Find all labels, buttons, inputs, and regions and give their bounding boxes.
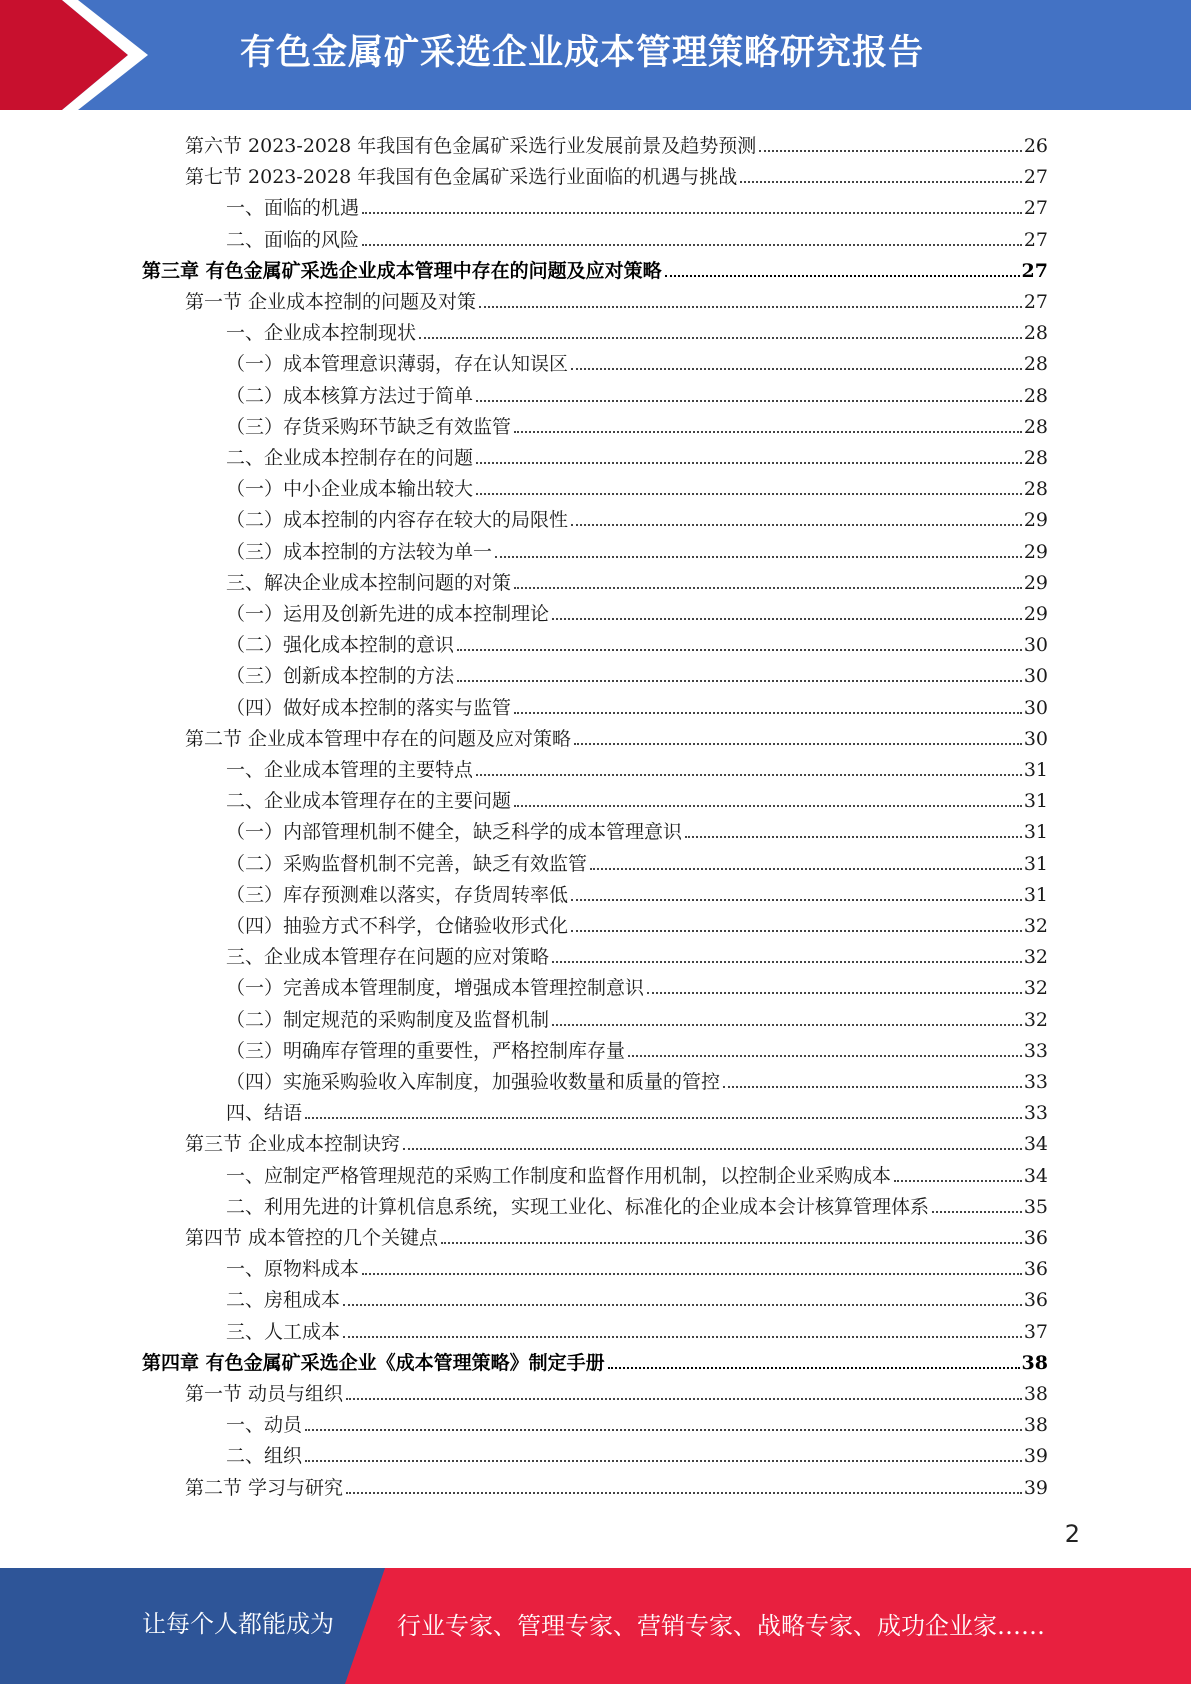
- toc-entry-page: 30: [1023, 727, 1048, 750]
- toc-entry-page: 31: [1023, 852, 1048, 875]
- toc-dot-leader: [571, 930, 1022, 932]
- toc-entry-label: （三）创新成本控制的方法: [226, 665, 455, 688]
- toc-dot-leader: [932, 1211, 1022, 1213]
- toc-subsection-entry: [226, 189, 1048, 220]
- toc-subsection-entry: [226, 1437, 1048, 1468]
- toc-subsection-entry: [226, 314, 1048, 345]
- toc-entry-page: 35: [1023, 1195, 1048, 1218]
- toc-entry-page: 37: [1023, 1320, 1048, 1343]
- toc-dot-leader: [723, 1086, 1022, 1088]
- toc-dot-leader: [362, 212, 1022, 214]
- toc-subsection-entry: [226, 782, 1048, 813]
- toc-entry-label: 二、企业成本管理存在的主要问题: [226, 790, 512, 813]
- toc-dot-leader: [514, 587, 1022, 589]
- toc-dot-leader: [346, 1398, 1022, 1400]
- toc-dot-leader: [457, 649, 1022, 651]
- toc-entry-page: 38: [1021, 1351, 1048, 1374]
- toc-entry-page: 28: [1023, 447, 1048, 469]
- toc-entry-label: 二、企业成本控制存在的问题: [226, 447, 474, 469]
- toc-entry-label: 二、面临的风险: [226, 228, 360, 251]
- toc-entry-label: （四）做好成本控制的落实与监管: [226, 696, 512, 719]
- toc-entry-label: （三）库存预测难以落实，存货周转率低: [226, 883, 569, 906]
- toc-entry-label: 第二节 学习与研究: [185, 1476, 344, 1499]
- toc-dot-leader: [665, 275, 1020, 277]
- toc-entry-page: 28: [1023, 384, 1048, 407]
- toc-entry-label: 二、利用先进的计算机信息系统，实现工业化、标准化的企业成本会计核算管理体系: [226, 1195, 930, 1218]
- toc-entry-label: 一、应制定严格管理规范的采购工作制度和监督作用机制，以控制企业采购成本: [226, 1164, 892, 1187]
- toc-dot-leader: [552, 618, 1022, 620]
- toc-section-entry: [185, 1219, 1048, 1250]
- toc-subsection-entry: [226, 533, 1048, 564]
- toc-entry-label: （四）抽验方式不科学，仓储验收形式化: [226, 915, 569, 937]
- toc-entry-label: 第七节 2023-2028 年我国有色金属矿采选行业面临的机遇与挑战: [185, 166, 738, 189]
- report-title: 有色金属矿采选企业成本管理策略研究报告: [240, 33, 925, 73]
- toc-dot-leader: [305, 1117, 1022, 1119]
- toc-dot-leader: [590, 868, 1022, 870]
- toc-subsection-entry: [226, 408, 1048, 439]
- toc-section-entry: [185, 1375, 1048, 1406]
- toc-dot-leader: [571, 524, 1022, 526]
- toc-entry-page: 29: [1023, 571, 1048, 594]
- toc-dot-leader: [476, 774, 1022, 776]
- toc-entry-page: 30: [1023, 665, 1048, 688]
- toc-entry-label: 第一节 企业成本控制的问题及对策: [185, 291, 477, 313]
- toc-entry-page: 27: [1023, 291, 1048, 313]
- toc-entry-page: 31: [1023, 759, 1048, 781]
- toc-entry-label: 第三章 有色金属矿采选企业成本管理中存在的问题及应对策略: [142, 259, 662, 282]
- toc-subsection-entry: [226, 470, 1048, 501]
- toc-entry-page: 33: [1023, 1039, 1048, 1062]
- footer-slogan-right: 行业专家、管理专家、营销专家、战略专家、成功企业家……: [397, 1612, 1045, 1640]
- toc-entry-page: 38: [1023, 1414, 1048, 1437]
- toc-entry-label: 第四章 有色金属矿采选企业《成本管理策略》制定手册: [142, 1351, 605, 1374]
- toc-dot-leader: [457, 680, 1022, 682]
- toc-subsection-entry: [226, 595, 1048, 626]
- toc-entry-label: （二）强化成本控制的意识: [226, 634, 455, 657]
- toc-subsection-entry: [226, 345, 1048, 376]
- toc-entry-label: （一）内部管理机制不健全，缺乏科学的成本管理意识: [226, 821, 683, 844]
- toc-dot-leader: [403, 1148, 1022, 1150]
- toc-dot-leader: [574, 743, 1022, 745]
- toc-entry-page: 34: [1023, 1164, 1048, 1187]
- toc-subsection-entry: [226, 1188, 1048, 1219]
- toc-subsection-entry: [226, 564, 1048, 595]
- toc-subsection-entry: [226, 1094, 1048, 1125]
- toc-subsection-entry: [226, 689, 1048, 720]
- toc-entry-page: 38: [1023, 1383, 1048, 1405]
- toc-entry-label: （二）成本核算方法过于简单: [226, 384, 474, 407]
- toc-entry-page: 33: [1023, 1102, 1048, 1125]
- toc-subsection-entry: [226, 969, 1048, 1000]
- toc-entry-label: （三）明确库存管理的重要性，严格控制库存量: [226, 1039, 626, 1062]
- toc-entry-page: 34: [1023, 1133, 1048, 1156]
- toc-dot-leader: [419, 337, 1022, 339]
- toc-section-entry: [185, 283, 1048, 314]
- toc-dot-leader: [476, 493, 1022, 495]
- toc-entry-page: 28: [1023, 353, 1048, 376]
- toc-entry-page: 27: [1023, 228, 1048, 251]
- toc-entry-page: 33: [1023, 1071, 1048, 1093]
- toc-entry-page: 27: [1023, 166, 1048, 189]
- toc-entry-page: 32: [1023, 1008, 1048, 1031]
- toc-dot-leader: [476, 462, 1022, 464]
- toc-subsection-entry: [226, 938, 1048, 969]
- toc-entry-page: 27: [1021, 259, 1048, 282]
- toc-subsection-entry: [226, 657, 1048, 688]
- toc-section-entry: [185, 158, 1048, 189]
- toc-dot-leader: [343, 1304, 1022, 1306]
- toc-subsection-entry: [226, 1281, 1048, 1312]
- toc-subsection-entry: [226, 1063, 1048, 1094]
- toc-entry-page: 27: [1023, 197, 1048, 220]
- toc-entry-label: 一、企业成本管理的主要特点: [226, 759, 474, 781]
- toc-entry-page: 28: [1023, 322, 1048, 345]
- toc-subsection-entry: [226, 845, 1048, 876]
- toc-dot-leader: [685, 836, 1022, 838]
- toc-entry-page: 39: [1023, 1445, 1048, 1468]
- toc-entry-label: 四、结语: [226, 1102, 303, 1125]
- toc-entry-label: 一、原物料成本: [226, 1258, 360, 1281]
- toc-dot-leader: [647, 992, 1022, 994]
- toc-dot-leader: [362, 1273, 1022, 1275]
- toc-entry-label: 第一节 动员与组织: [185, 1383, 344, 1405]
- toc-entry-page: 29: [1023, 603, 1048, 625]
- toc-dot-leader: [628, 1055, 1022, 1057]
- toc-entry-label: 二、房租成本: [226, 1289, 341, 1312]
- toc-entry-page: 32: [1023, 915, 1048, 937]
- toc-subsection-entry: [226, 1157, 1048, 1188]
- toc-entry-label: 一、动员: [226, 1414, 303, 1437]
- toc-entry-label: 一、企业成本控制现状: [226, 322, 417, 345]
- toc-entry-page: 30: [1023, 696, 1048, 719]
- toc-entry-page: 39: [1023, 1476, 1048, 1499]
- toc-subsection-entry: [226, 1406, 1048, 1437]
- toc-subsection-entry: [226, 751, 1048, 782]
- toc-dot-leader: [514, 805, 1022, 807]
- page-footer: [0, 1568, 1191, 1684]
- toc-entry-label: 三、解决企业成本控制问题的对策: [226, 571, 512, 594]
- toc-entry-label: （一）完善成本管理制度，增强成本管理控制意识: [226, 977, 645, 1000]
- toc-dot-leader: [514, 431, 1022, 433]
- toc-entry-page: 36: [1023, 1258, 1048, 1281]
- toc-subsection-entry: [226, 1032, 1048, 1063]
- toc-entry-page: 29: [1023, 509, 1048, 532]
- page-header: [0, 0, 1191, 110]
- toc-dot-leader: [476, 400, 1022, 402]
- toc-entry-label: （一）成本管理意识薄弱，存在认知误区: [226, 353, 569, 376]
- toc-entry-page: 32: [1023, 946, 1048, 969]
- toc-subsection-entry: [226, 377, 1048, 408]
- toc-chapter-entry: [142, 1344, 1048, 1375]
- toc-entry-label: （三）存货采购环节缺乏有效监管: [226, 415, 512, 438]
- toc-dot-leader: [441, 1242, 1022, 1244]
- toc-dot-leader: [608, 1367, 1020, 1369]
- toc-subsection-entry: [226, 221, 1048, 252]
- toc-dot-leader: [514, 712, 1022, 714]
- toc-subsection-entry: [226, 1001, 1048, 1032]
- toc-dot-leader: [740, 181, 1022, 183]
- toc-entry-label: （二）制定规范的采购制度及监督机制: [226, 1008, 550, 1031]
- toc-entry-label: 二、组织: [226, 1445, 303, 1468]
- toc-section-entry: [185, 127, 1048, 158]
- toc-entry-label: 三、人工成本: [226, 1320, 341, 1343]
- toc-dot-leader: [305, 1429, 1022, 1431]
- toc-dot-leader: [552, 961, 1022, 963]
- toc-section-entry: [185, 1469, 1048, 1500]
- toc-subsection-entry: [226, 501, 1048, 532]
- toc-dot-leader: [362, 244, 1022, 246]
- toc-entry-label: 第二节 企业成本管理中存在的问题及应对策略: [185, 727, 572, 750]
- toc-subsection-entry: [226, 626, 1048, 657]
- toc-entry-page: 30: [1023, 634, 1048, 657]
- toc-dot-leader: [571, 368, 1022, 370]
- toc-dot-leader: [346, 1492, 1022, 1494]
- toc-dot-leader: [479, 306, 1022, 308]
- toc-entry-label: （一）中小企业成本输出较大: [226, 478, 474, 501]
- toc-entry-page: 31: [1023, 883, 1048, 906]
- toc-entry-label: 一、面临的机遇: [226, 197, 360, 220]
- toc-dot-leader: [495, 556, 1022, 558]
- toc-entry-label: 三、企业成本管理存在问题的应对策略: [226, 946, 550, 969]
- toc-dot-leader: [305, 1460, 1022, 1462]
- footer-slogan-left: 让每个人都能成为: [142, 1610, 334, 1638]
- toc-entry-label: （三）成本控制的方法较为单一: [226, 540, 493, 563]
- toc-section-entry: [185, 1125, 1048, 1156]
- toc-subsection-entry: [226, 439, 1048, 470]
- toc-subsection-entry: [226, 876, 1048, 907]
- toc-entry-page: 26: [1023, 135, 1048, 157]
- page-number: 2: [1064, 1520, 1080, 1548]
- toc-dot-leader: [571, 899, 1022, 901]
- toc-section-entry: [185, 720, 1048, 751]
- toc-dot-leader: [759, 150, 1022, 152]
- toc-subsection-entry: [226, 813, 1048, 844]
- toc-entry-page: 29: [1023, 540, 1048, 563]
- toc-entry-page: 31: [1023, 821, 1048, 844]
- toc-entry-label: 第四节 成本管控的几个关键点: [185, 1227, 439, 1249]
- toc-entry-label: 第三节 企业成本控制诀窍: [185, 1133, 401, 1156]
- toc-chapter-entry: [142, 252, 1048, 283]
- toc-entry-label: （二）成本控制的内容存在较大的局限性: [226, 509, 569, 532]
- toc-entry-label: （一）运用及创新先进的成本控制理论: [226, 603, 550, 625]
- toc-subsection-entry: [226, 907, 1048, 938]
- toc-entry-page: 32: [1023, 977, 1048, 1000]
- toc-dot-leader: [343, 1336, 1022, 1338]
- toc-entry-page: 31: [1023, 790, 1048, 813]
- toc-entry-label: （四）实施采购验收入库制度，加强验收数量和质量的管控: [226, 1071, 721, 1093]
- toc-entry-label: （二）采购监督机制不完善，缺乏有效监管: [226, 852, 588, 875]
- toc-entry-label: 第六节 2023-2028 年我国有色金属矿采选行业发展前景及趋势预测: [185, 135, 757, 157]
- toc-subsection-entry: [226, 1250, 1048, 1281]
- toc-entry-page: 28: [1023, 478, 1048, 501]
- toc-dot-leader: [552, 1024, 1022, 1026]
- toc-entry-page: 36: [1023, 1289, 1048, 1312]
- toc-subsection-entry: [226, 1313, 1048, 1344]
- toc-entry-page: 36: [1023, 1227, 1048, 1249]
- toc-dot-leader: [894, 1180, 1022, 1182]
- toc-entry-page: 28: [1023, 415, 1048, 438]
